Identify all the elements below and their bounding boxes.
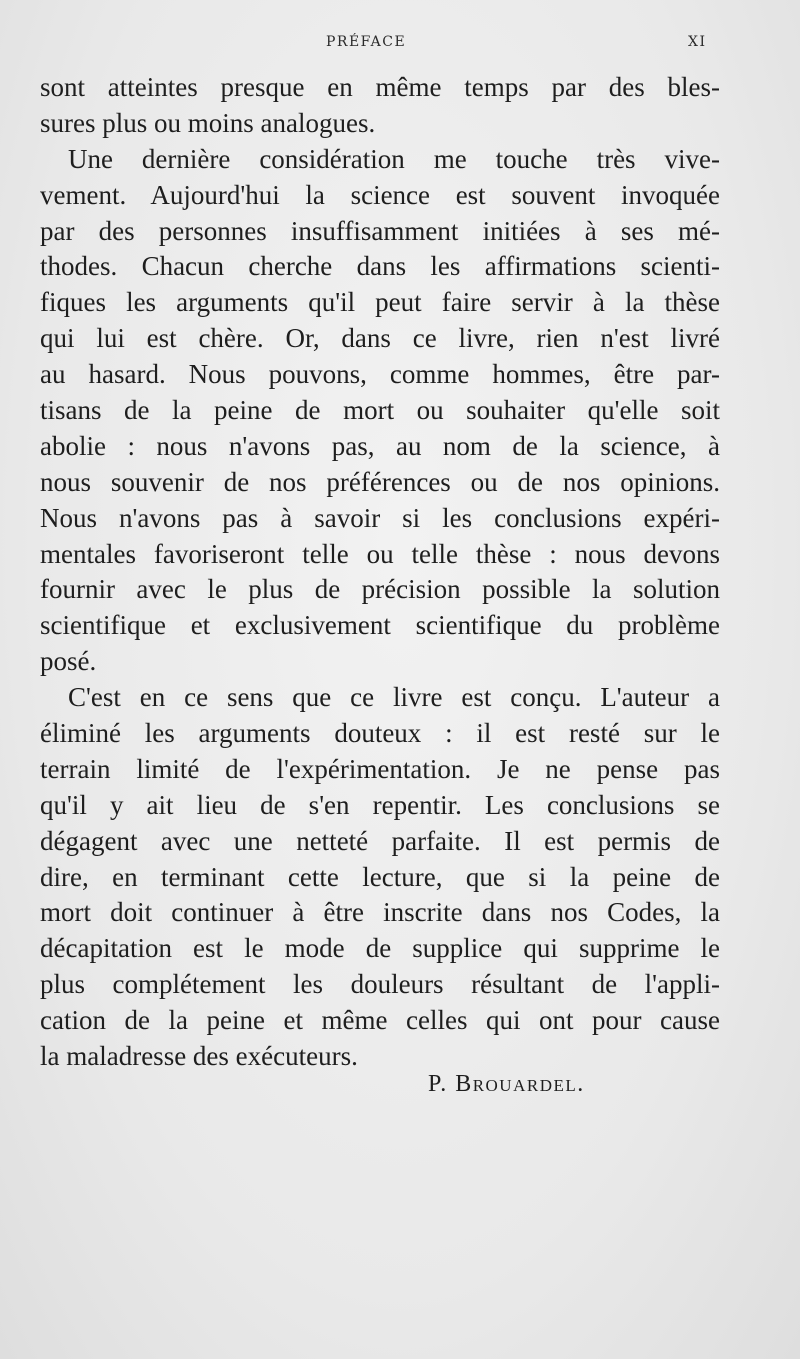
text-line: éliminé les arguments douteux : il est resté sur le — [40, 718, 720, 749]
page-number: XI — [688, 34, 707, 50]
signature — [428, 1071, 585, 1098]
signature-name: Brouardel. — [455, 1071, 585, 1097]
text-line: mort doit continuer à être inscrite dans nos Codes, la — [40, 897, 720, 928]
text-line: thodes. Chacun cherche dans les affirmations scienti- — [40, 251, 720, 282]
text-line: cation de la peine et même celles qui ont pour cause — [40, 1005, 720, 1036]
text-line: dégagent avec une netteté parfaite. Il est permis de — [40, 825, 720, 856]
text-line: par des personnes insuffisamment initiées à ses mé- — [40, 215, 720, 246]
text-line: plus complétement les douleurs résultant de l'appli- — [40, 969, 720, 1000]
text-line: au hasard. Nous pouvons, comme hommes, être par- — [40, 359, 720, 390]
text-line: sont atteintes presque en même temps par des bles- — [40, 72, 720, 102]
text-line: sures plus ou moins analogues. — [40, 107, 376, 138]
running-head — [0, 30, 800, 58]
text-line: posé. — [40, 646, 97, 677]
text-line: décapitation est le mode de supplice qui supprime le — [40, 933, 720, 964]
text-line: qu'il y ait lieu de s'en repentir. Les conclusions se — [40, 789, 720, 820]
text-line: mentales favoriseront telle ou telle thèse : nous devons — [40, 538, 720, 569]
text-line: fournir avec le plus de précision possible la solution — [40, 574, 720, 605]
signature-initial: P. — [428, 1071, 448, 1097]
running-head-title: PRÉFACE — [326, 34, 407, 50]
text-line: dire, en terminant cette lecture, que si la peine de — [40, 861, 720, 892]
text-line: qui lui est chère. Or, dans ce livre, rien n'est livré — [40, 323, 720, 354]
text-line: tisans de la peine de mort ou souhaiter qu'elle soit — [40, 395, 720, 426]
text-line: abolie : nous n'avons pas, au nom de la science, à — [40, 430, 720, 461]
text-line: C'est en ce sens que ce livre est conçu. L'auteur a — [68, 682, 720, 713]
text-line: terrain limité de l'expérimentation. Je ne pense pas — [40, 753, 720, 784]
text-line: la maladresse des exécuteurs. — [40, 1041, 358, 1072]
body-text — [40, 70, 720, 1075]
text-line: fiques les arguments qu'il peut faire servir à la thèse — [40, 287, 720, 318]
text-line: vement. Aujourd'hui la science est souvent invoquée — [40, 179, 720, 210]
text-line: scientifique et exclusivement scientifique du problème — [40, 610, 720, 641]
text-line: nous souvenir de nos préférences ou de nos opinions. — [40, 466, 720, 497]
text-line: Nous n'avons pas à savoir si les conclusions expéri- — [40, 502, 720, 533]
text-line: Une dernière considération me touche très vive- — [68, 143, 720, 174]
